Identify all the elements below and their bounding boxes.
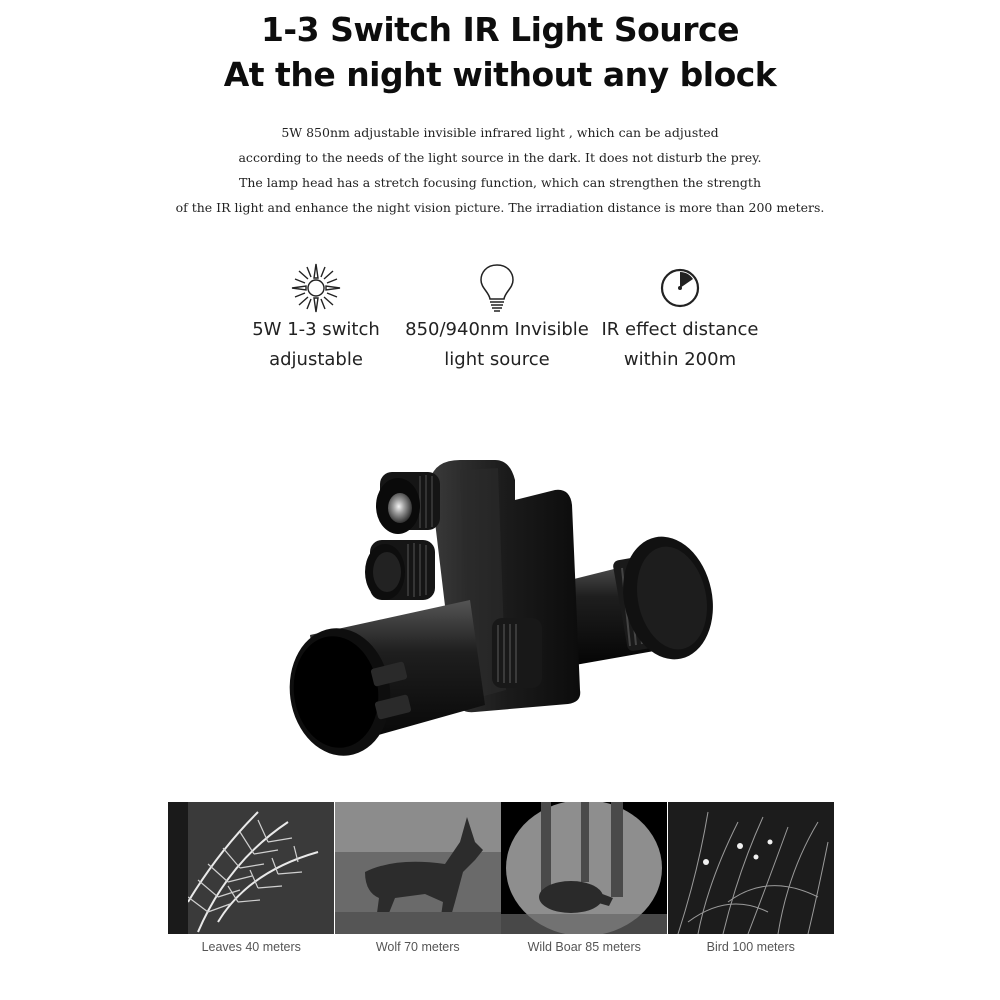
wolf-nightvision-photo	[335, 802, 502, 934]
feature-distance-line-1: IR effect distance	[601, 319, 759, 340]
caption-leaves: Leaves 40 meters	[201, 940, 301, 954]
description-line: 5W 850nm adjustable invisible infrared light , which can be adjusted	[281, 125, 719, 140]
night-vision-gallery	[168, 802, 834, 934]
feature-distance	[580, 262, 780, 374]
headline-line-1: 1-3 Switch IR Light Source	[260, 10, 740, 49]
feature-power-line-1: 5W 1-3 switch	[252, 319, 380, 340]
feature-power-line-2: adjustable	[269, 349, 363, 370]
distance-gauge-icon	[580, 262, 780, 314]
caption-wild-boar: Wild Boar 85 meters	[527, 940, 641, 954]
feature-wavelength-line-2: light source	[444, 349, 550, 370]
wild-boar-nightvision-photo	[501, 802, 668, 934]
feature-wavelength	[397, 262, 597, 374]
night-vision-scope-image	[270, 450, 730, 764]
caption-wolf: Wolf 70 meters	[375, 940, 460, 954]
lightbulb-icon	[397, 262, 597, 314]
description-line: of the IR light and enhance the night vision picture. The irradiation distance is more than 200 meters.	[175, 200, 825, 215]
feature-distance-line-2: within 200m	[623, 349, 737, 370]
bird-nightvision-photo	[668, 802, 835, 934]
leaves-nightvision-photo	[168, 802, 335, 934]
description	[0, 120, 1000, 220]
headline-line-2: At the night without any block	[223, 55, 777, 94]
gallery-captions	[168, 940, 834, 954]
description-line: The lamp head has a stretch focusing function, which can strengthen the strength	[239, 175, 761, 190]
feature-wavelength-line-1: 850/940nm Invisible	[405, 319, 589, 340]
description-line: according to the needs of the light source in the dark. It does not disturb the prey.	[238, 150, 762, 165]
feature-power	[216, 262, 416, 374]
sun-icon	[216, 262, 416, 314]
caption-bird: Bird 100 meters	[706, 940, 795, 954]
